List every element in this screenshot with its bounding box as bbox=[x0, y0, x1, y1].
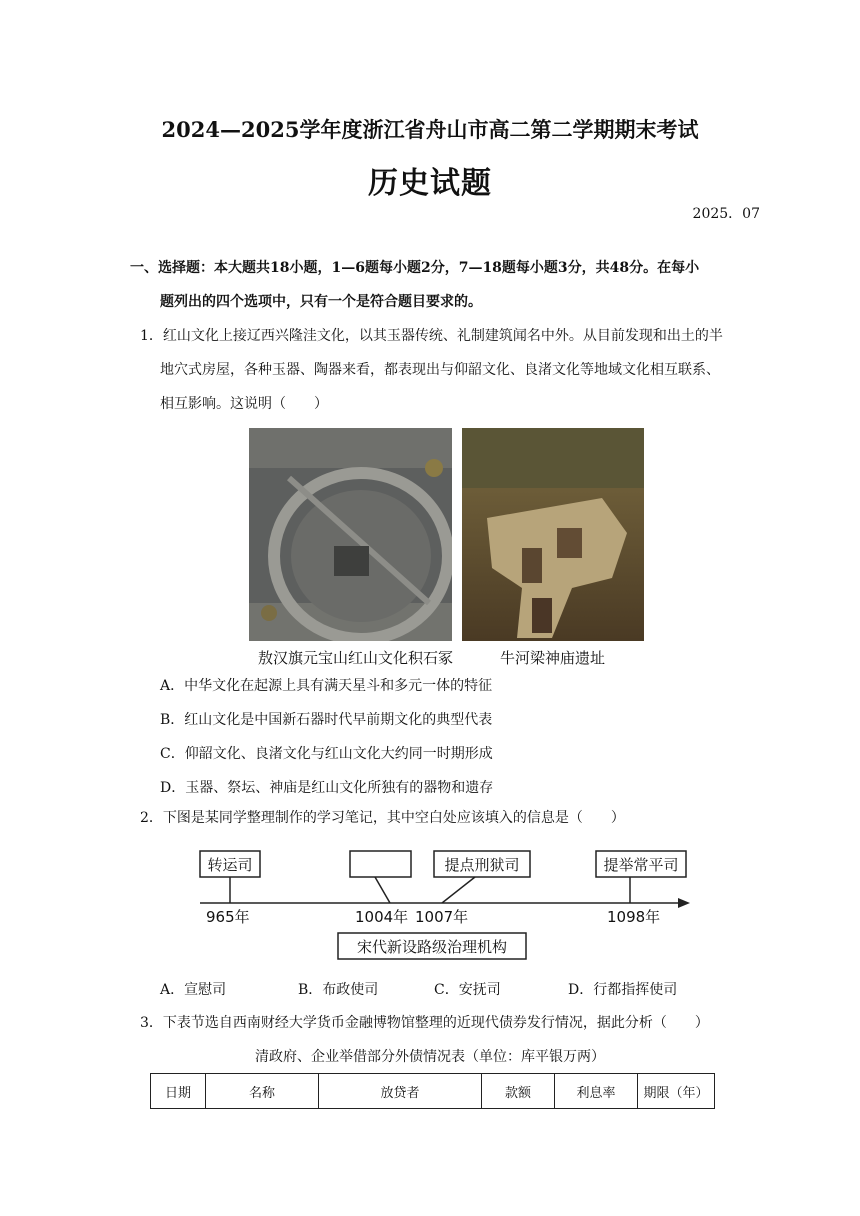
section-heading bbox=[130, 251, 750, 319]
exam-date: 2025．07 bbox=[692, 206, 760, 222]
q2-option-c[interactable]: C．安抚司 bbox=[434, 982, 501, 998]
box-blank bbox=[350, 851, 411, 877]
q2-option-b[interactable]: B．布政使司 bbox=[298, 982, 379, 998]
th-name: 名称 bbox=[206, 1074, 319, 1109]
box-bottom-label: 宋代新设路级治理机构 bbox=[356, 938, 508, 956]
caption-right: 牛河梁神庙遗址 bbox=[500, 649, 606, 667]
photo-shenmiao bbox=[462, 428, 644, 641]
q1-option-c[interactable]: C．仰韶文化、良渚文化与红山文化大约同一时期形成 bbox=[160, 746, 493, 762]
q1-line3: 相互影响。这说明（ ） bbox=[160, 396, 328, 412]
th-date: 日期 bbox=[151, 1074, 206, 1109]
question-3-stem: 3．下表节选自西南财经大学货币金融博物馆整理的近现代债券发行情况，据此分析（ ） bbox=[140, 1015, 709, 1031]
th-amount: 款额 bbox=[482, 1074, 555, 1109]
th-rate: 利息率 bbox=[555, 1074, 638, 1109]
q1-line2: 地穴式房屋，各种玉器、陶器来看，都表现出与仰韶文化、良渚文化等地域文化相互联系、 bbox=[160, 362, 720, 378]
table-title: 清政府、企业举借部分外债情况表（单位：库平银万两） bbox=[255, 1049, 605, 1065]
year-1004: 1004年 bbox=[355, 908, 409, 926]
exam-title: 2024—2025学年度浙江省舟山市高二第二学期期末考试 bbox=[161, 117, 699, 142]
q1-option-d[interactable]: D．玉器、祭坛、神庙是红山文化所独有的器物和遗存 bbox=[160, 780, 494, 796]
photo-jishizhong bbox=[249, 428, 452, 641]
question-2-stem: 2．下图是某同学整理制作的学习笔记，其中空白处应该填入的信息是（ ） bbox=[140, 810, 625, 826]
section-heading-line1: 一、选择题：本大题共18小题，1—6题每小题2分，7—18题每小题3分，共48分。在每小 bbox=[130, 260, 700, 276]
q1-line1: 1．红山文化上接辽西兴隆洼文化，以其玉器传统、礼制建筑闻名中外。从目前发现和出土的半 bbox=[140, 328, 723, 344]
q2-options bbox=[160, 979, 760, 999]
debt-table bbox=[150, 1073, 715, 1109]
question-1-stem bbox=[140, 319, 750, 421]
year-1098: 1098年 bbox=[607, 908, 661, 926]
q2-option-a[interactable]: A．宣慰司 bbox=[160, 982, 227, 998]
section-heading-line2: 题列出的四个选项中，只有一个是符合题目要求的。 bbox=[160, 294, 482, 310]
box-tidianxingyusi-label: 提点刑狱司 bbox=[444, 856, 520, 874]
year-1007: 1007年 bbox=[415, 908, 469, 926]
q1-option-b[interactable]: B．红山文化是中国新石器时代早前期文化的典型代表 bbox=[160, 712, 493, 728]
th-term: 期限（年） bbox=[638, 1074, 715, 1109]
q2-option-d[interactable]: D．行都指挥使司 bbox=[568, 982, 678, 998]
th-lender: 放贷者 bbox=[319, 1074, 482, 1109]
table-header-row bbox=[151, 1074, 715, 1109]
timeline-diagram bbox=[190, 845, 700, 965]
subject-title: 历史试题 bbox=[368, 166, 492, 201]
caption-left: 敖汉旗元宝山红山文化积石冢 bbox=[258, 649, 454, 667]
box-zhuanyunsi-label: 转运司 bbox=[207, 856, 253, 874]
box-tijuchangpingsi-label: 提举常平司 bbox=[603, 856, 679, 874]
year-965: 965年 bbox=[206, 908, 250, 926]
q1-option-a[interactable]: A．中华文化在起源上具有满天星斗和多元一体的特征 bbox=[160, 678, 493, 694]
